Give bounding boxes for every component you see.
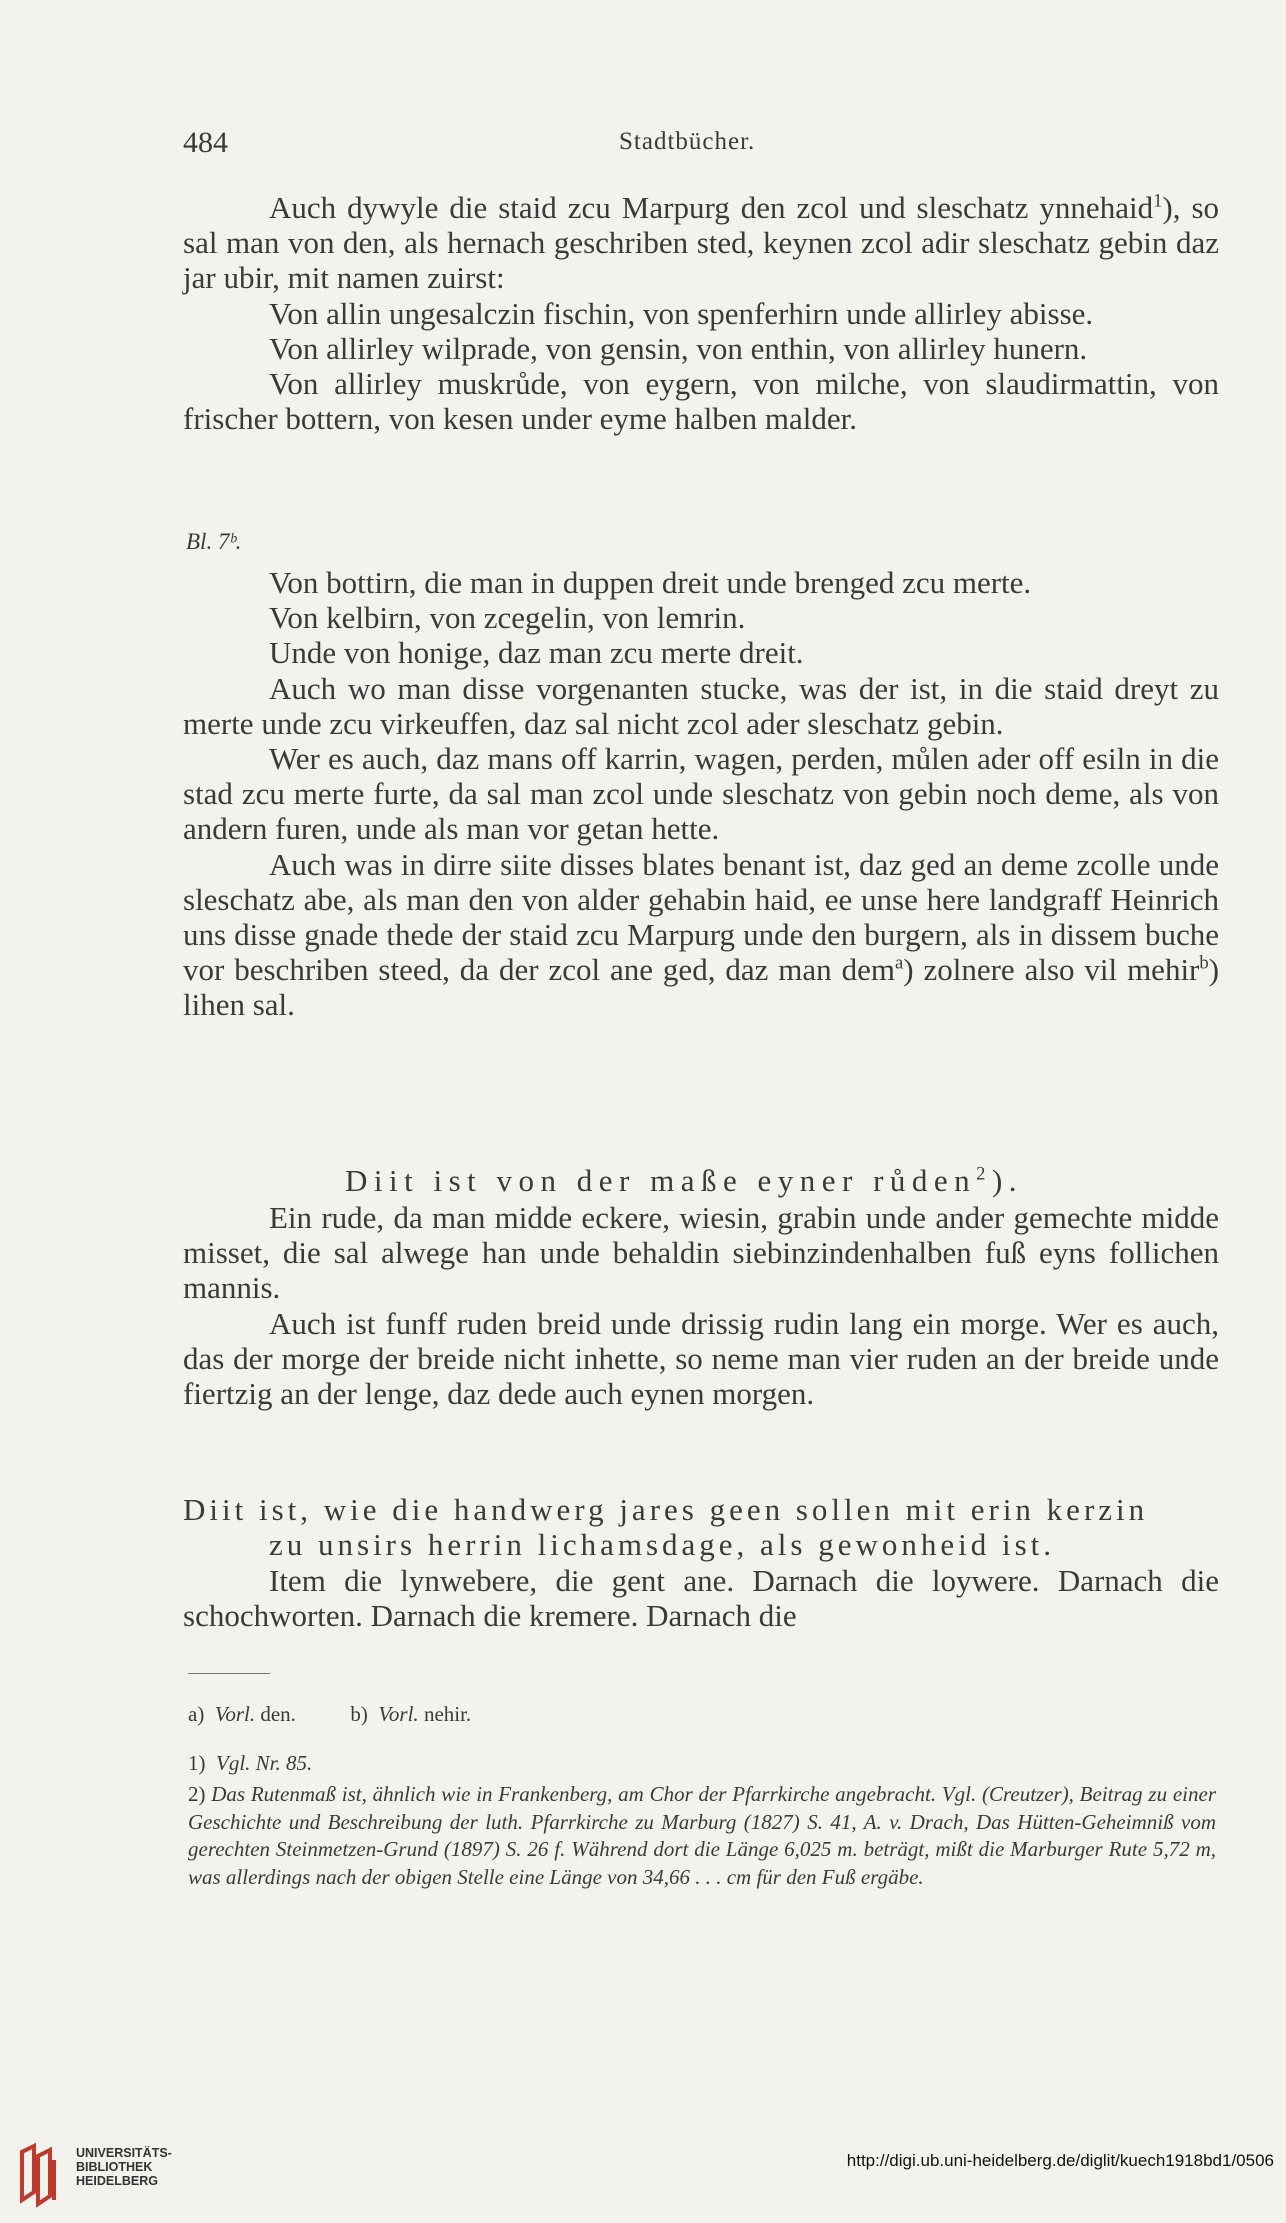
text-section-2: [183, 565, 1219, 1023]
text-section-1: [183, 190, 1219, 436]
text-section-4: [183, 1563, 1219, 1633]
paragraph: Von allin ungesalczin fischin, von spenferhirn unde allirley abisse.: [269, 295, 1094, 331]
footnote-ab: a) Vorl. den. b) Vorl. nehir.: [188, 1702, 472, 1726]
paragraph: Auch wo man disse vorgenanten stucke, was der ist, in die staid dreyt zu merte unde zcu virkeuffen, daz sal nicht zcol ader sleschatz gebin.: [183, 670, 1219, 741]
paragraph: Wer es auch, daz mans off karrin, wagen, perden, můlen ader off esiln in die stad zcu merte furte, da sal man zcol unde sleschatz von gebin noch deme, als von andern furen, unde als man vor getan hette.: [183, 741, 1219, 847]
footnote-label: 2): [188, 1782, 206, 1806]
paragraph: Auch dywyle die staid zcu Marpurg den zcol und sleschatz ynnehaid$^1$), so sal man von den, als hernach geschriben sted, keynen zcol adir sleschatz gebin daz jar ubir, mit namen zuirst:: [183, 190, 1220, 296]
library-logo-icon: [12, 2142, 70, 2213]
paragraph: Von bottirn, die man in duppen dreit unde brenged zcu merte.: [269, 565, 1032, 600]
section-heading: [183, 1492, 1219, 1562]
section-heading: Diit ist von der maße eyner růden$^2$).: [345, 1163, 1024, 1198]
text-section-3: [183, 1200, 1219, 1411]
footnote-marker[interactable]: b: [1199, 952, 1209, 974]
footnote-marker[interactable]: 1: [1153, 190, 1163, 212]
paragraph: Item die lynwebere, die gent ane. Darnach die loywere. Darnach die schochworten. Darnach die kremere. Darnach die: [183, 1563, 1219, 1634]
page-number: 484: [183, 126, 228, 159]
paragraph: Von allirley wilprade, von gensin, von enthin, von allirley hunern.: [269, 330, 1088, 366]
paragraph: Ein rude, da man midde eckere, wiesin, grabin unde ander gemechte midde misset, die sal alwege han unde behaldin siebinzindenhalben fuß eyns follichen mannis.: [183, 1200, 1219, 1306]
library-name: UNIVERSITÄTS- BIBLIOTHEK HEIDELBERG: [76, 2146, 172, 2188]
footnote-1: 1) Vgl. Nr. 85.: [188, 1751, 313, 1775]
footnote-text: Das Rutenmaß ist, ähnlich wie in Frankenberg, am Chor der Pfarrkirche angebracht. Vgl. (Creutzer), Beitrag zu einer Geschichte und Beschreibung der luth. Pfarrkirche zu Marburg (1827) S. 41, A. v. Drach, Das Hütten-Geheimniß vom gerechten Steinmetzen-Grund (1897) S. 26 f. Während dort die Länge 6,025 m. beträgt, mißt die Marburger Rute 5,72 m, was allerdings nach der obigen Stelle eine Länge von 34,66 . . . cm für den Fuß ergäbe.: [188, 1782, 1216, 1889]
paragraph: Von allirley muskrůde, von eygern, von milche, von slaudirmattin, von frischer bottern, von kesen under eyme halben malder.: [183, 366, 1219, 437]
paragraph: Von kelbirn, von zcegelin, von lemrin.: [269, 600, 746, 636]
heading-line: Diit ist, wie die handwerg jares geen sollen mit erin kerzin: [183, 1492, 1149, 1527]
running-head: Stadtbücher.: [619, 128, 756, 155]
paragraph: Auch ist funff ruden breid unde drissig rudin lang ein morge. Wer es auch, das der morge der breide nicht inhette, so neme man vier ruden an der breide unde fiertzig an der lenge, daz dede auch eynen morgen.: [183, 1305, 1219, 1412]
source-url-link[interactable]: http://digi.ub.uni-heidelberg.de/diglit/kuech1918bd1/0506: [846, 2151, 1274, 2170]
heading-line: zu unsirs herrin lichamsdage, als gewonheid ist.: [269, 1527, 1056, 1563]
folio-reference: Bl. 7ᵇ.: [186, 529, 242, 554]
footnote-marker[interactable]: a: [894, 952, 904, 974]
footnote-rule: [188, 1673, 270, 1674]
footnote-2: [188, 1781, 1216, 1891]
footnote-marker[interactable]: 2: [976, 1163, 992, 1185]
paragraph: Auch was in dirre siite disses blates benant ist, daz ged an deme zcolle unde sleschatz abe, als man den von alder gehabin haid, ee unse here landgraff Heinrich uns disse gnade thede der staid zcu Marpurg unde den burgern, als in dissem buche vor beschriben steed, da der zcol ane ged, daz man dem$^a$) zolnere also vil mehir$^b$) lihen sal.: [183, 846, 1220, 1023]
paragraph: Unde von honige, daz man zcu merte dreit.: [269, 635, 804, 671]
